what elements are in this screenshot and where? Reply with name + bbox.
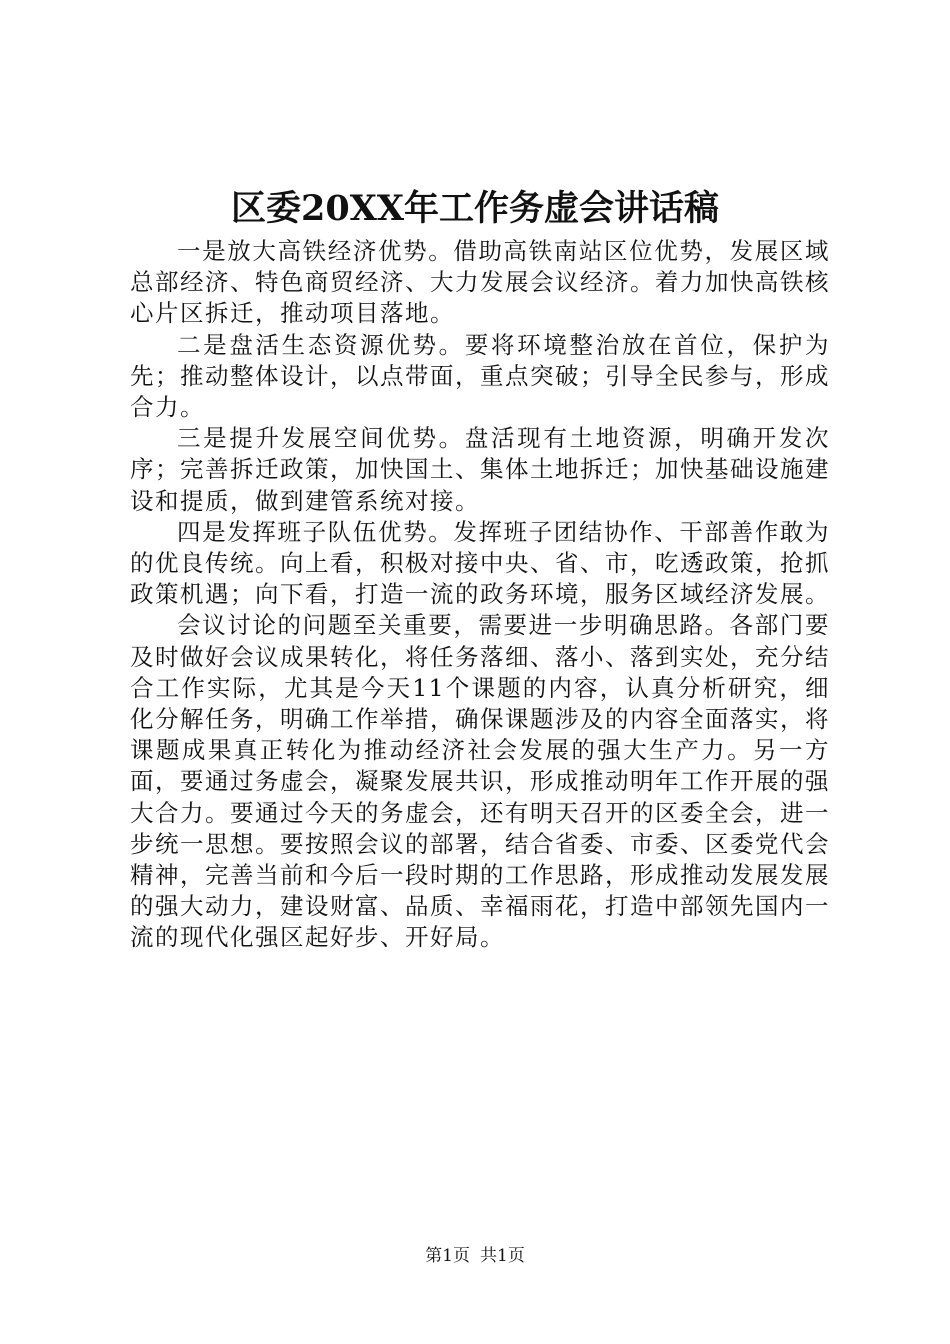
paragraph-3: 三是提升发展空间优势。盘活现有土地资源，明确开发次序；完善拆迁政策，加快国土、集体土地拆迁；加快基础设施建设和提质，做到建管系统对接。: [130, 424, 830, 515]
paragraph-2: 二是盘活生态资源优势。要将环境整治放在首位，保护为先；推动整体设计，以点带面，重点突破；引导全民参与，形成合力。: [130, 330, 830, 422]
paragraph-4: 四是发挥班子队伍优势。发挥班子团结协作、干部善作敢为的优良传统。向上看，积极对接中央、省、市，吃透政策，抢抓政策机遇；向下看，打造一流的政务环境，服务区域经济发展。: [130, 517, 830, 609]
page-number: 第1页: [425, 1246, 470, 1266]
page-total: 共1页: [480, 1246, 525, 1266]
document-body: [130, 236, 830, 954]
page-footer: [0, 1244, 950, 1268]
paragraph-1: 一是放大高铁经济优势。借助高铁南站区位优势，发展区域总部经济、特色商贸经济、大力发展会议经济。着力加快高铁核心片区拆迁，推动项目落地。: [130, 237, 830, 328]
paragraph-5: 会议讨论的问题至关重要，需要进一步明确思路。各部门要及时做好会议成果转化，将任务落细、落小、落到实处，充分结合工作实际，尤其是今天11个课题的内容，认真分析研究，细化分解任务，明确工作举措，确保课题涉及的内容全面落实，将课题成果真正转化为推动经济社会发展的强大生产力。另一方面，要通过务虚会，凝聚发展共识，形成推动明年工作开展的强大合力。要通过今天的务虚会，还有明天召开的区委全会，进一步统一思想。要按照会议的部署，结合省委、市委、区委党代会精神，完善当前和今后一段时期的工作思路，形成推动发展发展的强大动力，建设财富、品质、幸福雨花，打造中部领先国内一流的现代化强区起好步、开好局。: [130, 611, 830, 952]
document-title: 区委20XX年工作务虚会讲话稿: [230, 188, 720, 229]
